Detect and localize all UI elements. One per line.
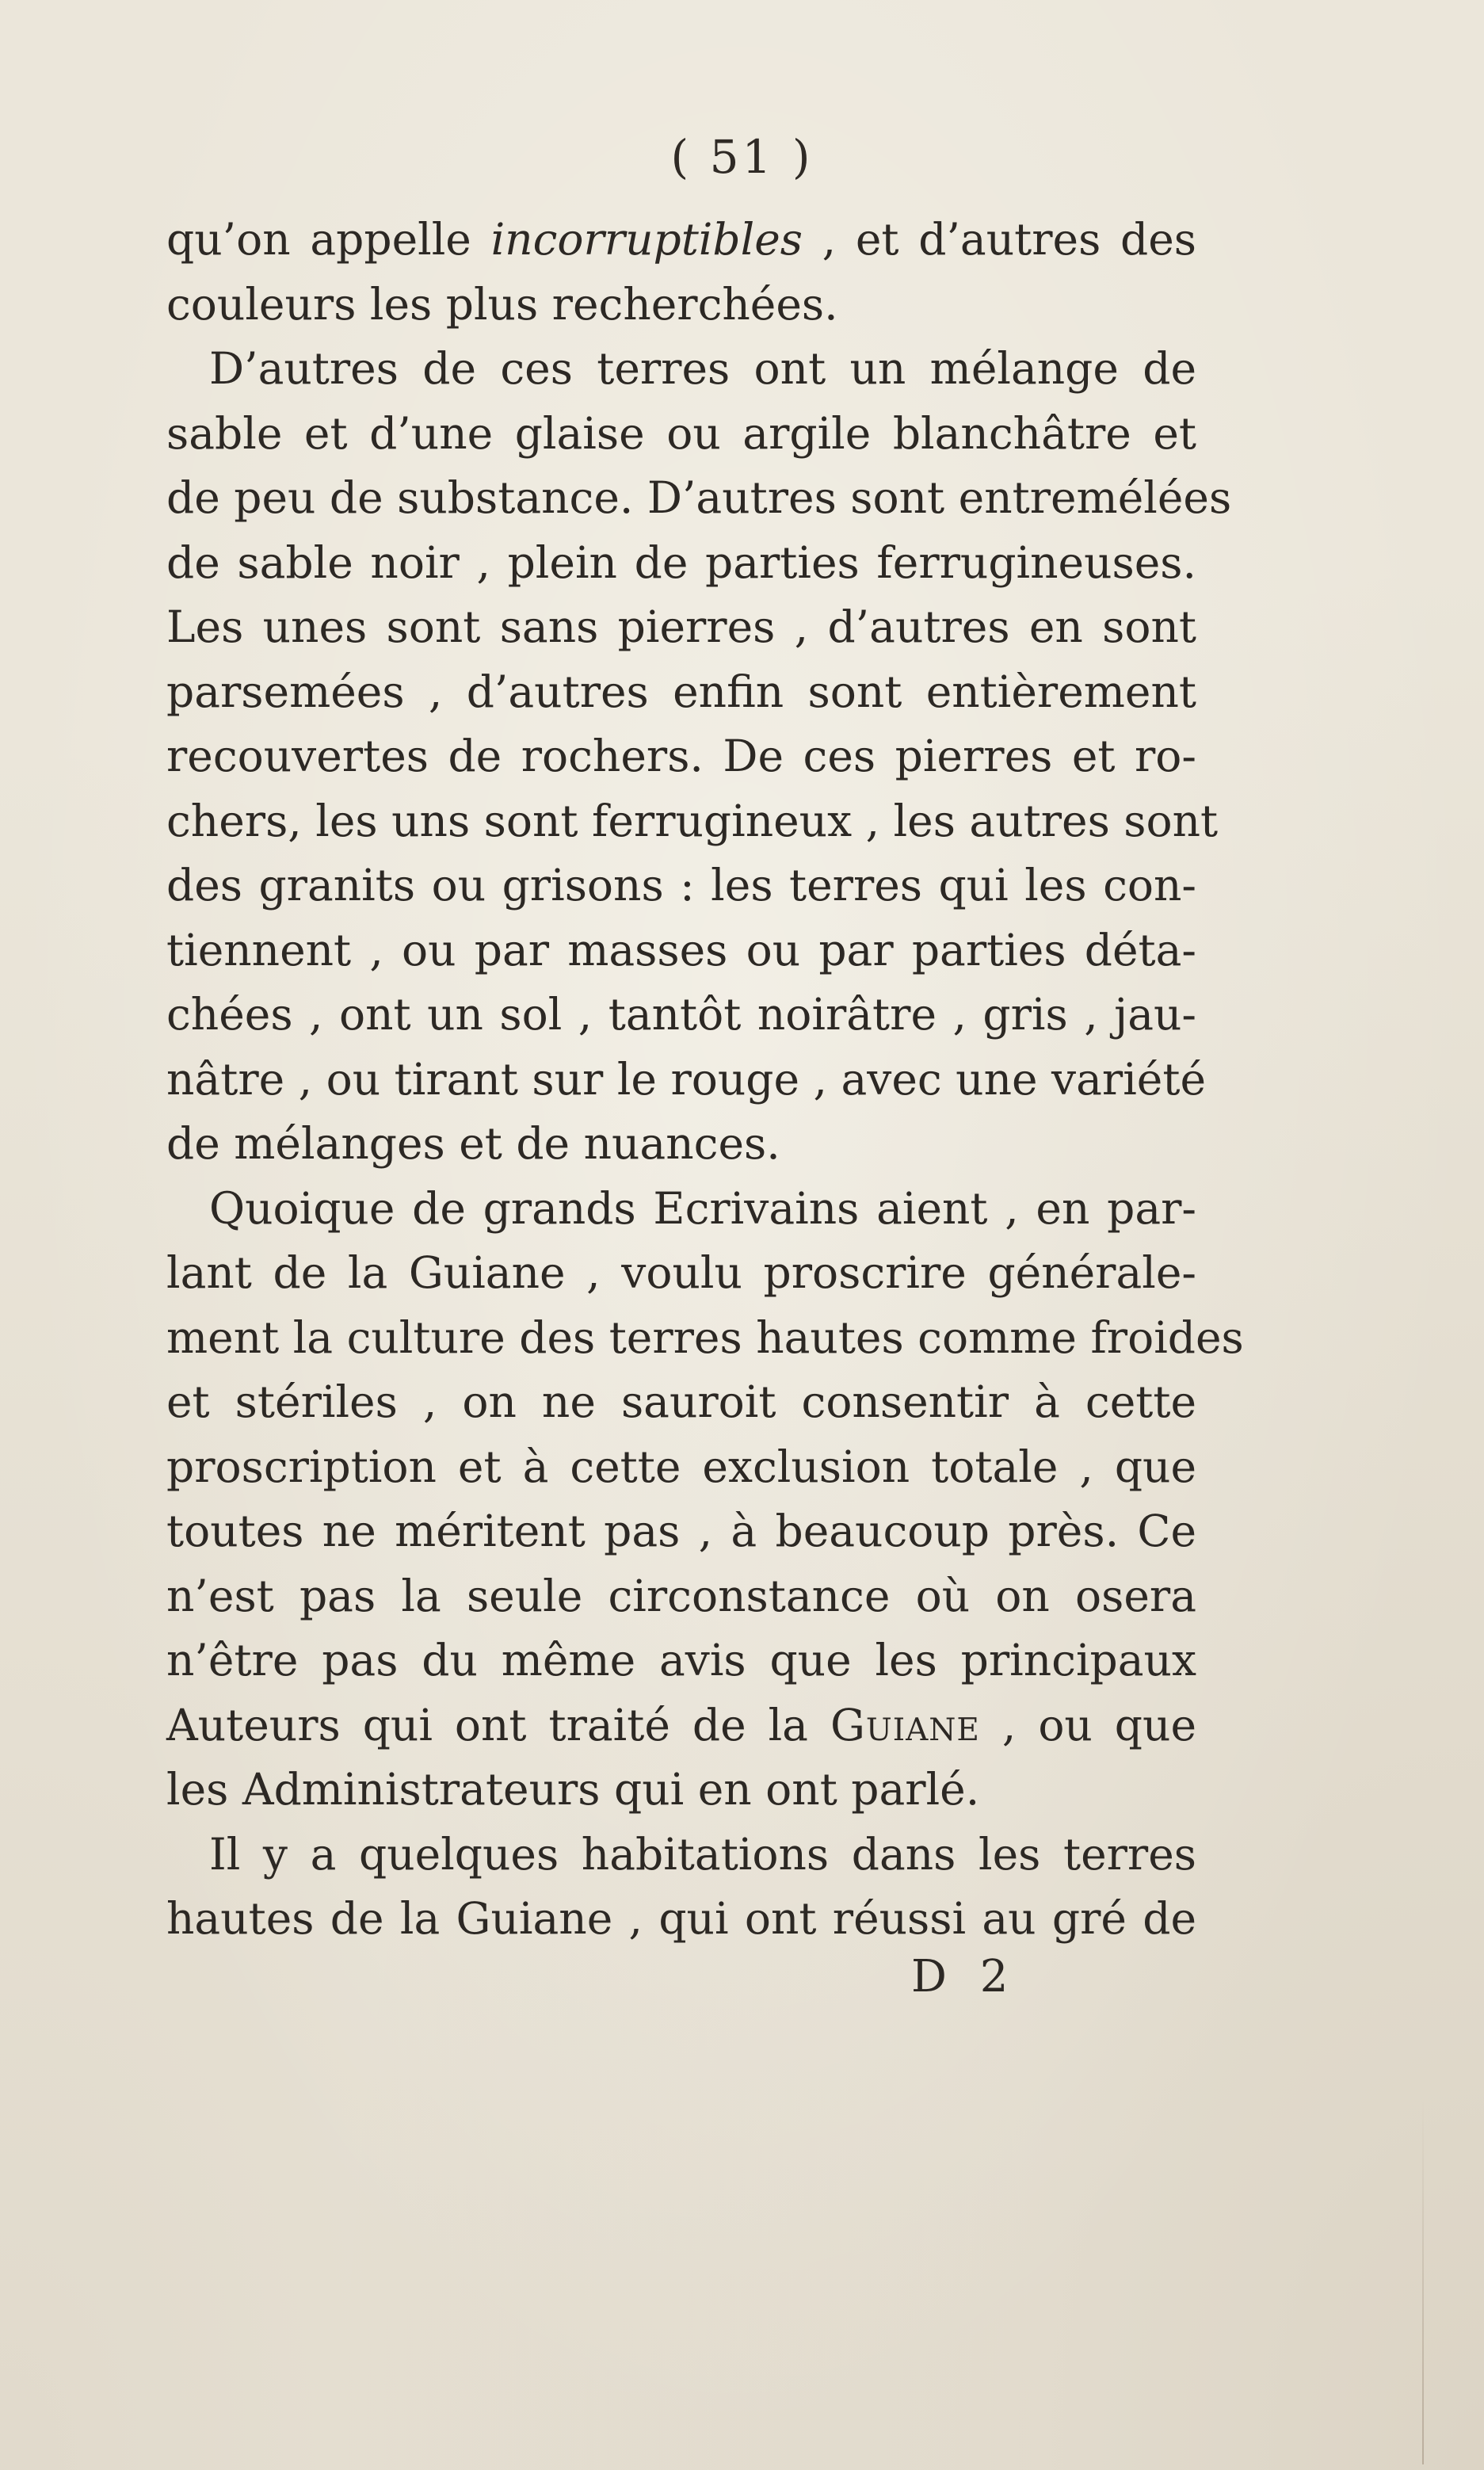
text-line-22: n’est pas la seule circonstance où on osera bbox=[166, 1570, 1196, 1621]
text-line-23: n’être pas du même avis que les principaux bbox=[166, 1635, 1196, 1685]
text-line-11: des granits ou grisons : les terres qui les con- bbox=[166, 860, 1196, 911]
text-line-5: de peu de substance. D’autres sont entremélées bbox=[166, 472, 1232, 523]
signature-mark: D 2 bbox=[911, 1951, 1018, 2002]
text-line-7: Les unes sont sans pierres , d’autres en sont bbox=[166, 601, 1196, 652]
text-line-15: de mélanges et de nuances. bbox=[166, 1118, 780, 1169]
text-line-3: D’autres de ces terres ont un mélange de bbox=[209, 343, 1196, 394]
text-line-27: hautes de la Guiane , qui ont réussi au gré de bbox=[166, 1893, 1196, 1944]
text-line-18: ment la culture des terres hautes comme froides bbox=[166, 1311, 1244, 1363]
text-line-4: sable et d’une glaise ou argile blanchâtre et bbox=[166, 407, 1196, 459]
text-line-14: nâtre , ou tirant sur le rouge , avec une variété bbox=[166, 1053, 1206, 1105]
text-line-25: les Administrateurs qui en ont parlé. bbox=[166, 1764, 980, 1815]
text-line-21: toutes ne méritent pas , à beaucoup près. Ce bbox=[166, 1506, 1196, 1556]
text-line-26: Il y a quelques habitations dans les terres bbox=[209, 1828, 1196, 1880]
text-line-13: chées , ont un sol , tantôt noirâtre , gris , jau- bbox=[166, 989, 1196, 1040]
text-line-2: couleurs les plus recherchées. bbox=[166, 278, 838, 330]
text-line-24: Auteurs qui ont traité de la Guiane , ou que bbox=[166, 1699, 1196, 1750]
text-line-9: recouvertes de rochers. De ces pierres et ro- bbox=[166, 731, 1196, 781]
body-text bbox=[166, 208, 1244, 1952]
text-line-1: qu’on appelle incorruptibles , et d’autres des bbox=[166, 214, 1196, 265]
text-line-20: proscription et à cette exclusion totale , que bbox=[166, 1441, 1196, 1492]
page-edge-shadow bbox=[1422, 2100, 1424, 2464]
text-line-17: lant de la Guiane , voulu proscrire générale- bbox=[166, 1247, 1196, 1298]
text-line-6: de sable noir , plein de parties ferrugineuses. bbox=[166, 536, 1196, 588]
text-line-10: chers, les uns sont ferrugineux , les autres sont bbox=[166, 795, 1219, 846]
small-caps-term: Guiane bbox=[830, 1699, 980, 1750]
text-line-8: parsemées , d’autres enfin sont entièrement bbox=[166, 666, 1196, 717]
text-line-12: tiennent , ou par masses ou par parties déta- bbox=[166, 924, 1196, 975]
page-number: ( 51 ) bbox=[670, 130, 814, 184]
text-line-16: Quoique de grands Ecrivains aient , en par- bbox=[209, 1182, 1196, 1234]
italic-term: incorruptibles bbox=[490, 214, 803, 265]
text-line-19: et stériles , on ne sauroit consentir à cette bbox=[166, 1376, 1196, 1427]
